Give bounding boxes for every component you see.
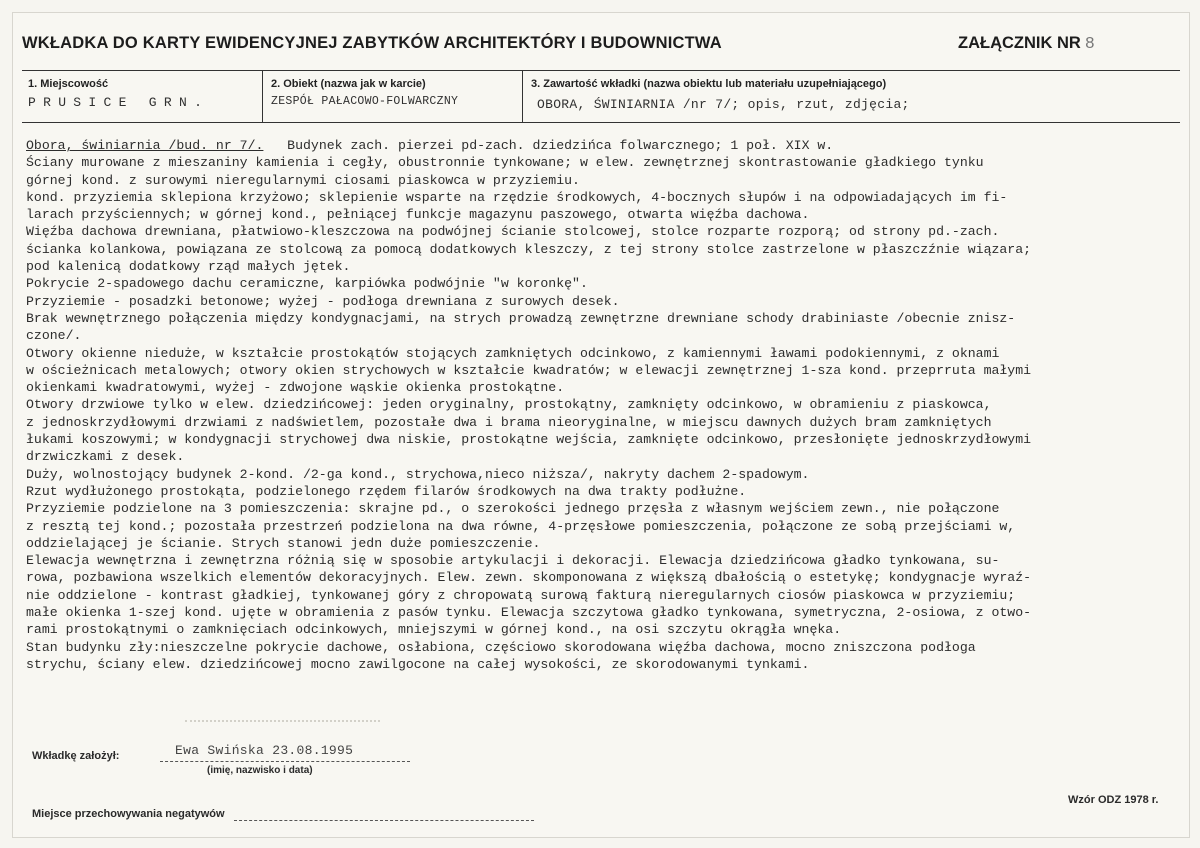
header-divider-top [22, 70, 1180, 71]
negatives-location-line [234, 820, 534, 821]
text-line: z jednoskrzydłowymi drzwiami z nadświetlem, pozostałe dwa i brama nieoryginalne, w miejscu dawnych dużych bram zamkniętych [26, 414, 992, 430]
contents-value: OBORA, ŚWINIARNIA /nr 7/; opis, rzut, zdjęcia; [537, 97, 910, 112]
object-label: 2. Obiekt (nazwa jak w karcie) [271, 78, 426, 90]
text-line: okienkami kwadratowymi, wyżej - zdwojone wąskie okienka prostokątne. [26, 380, 565, 396]
text-line: oddzielającej je ścianie. Strych stanowi jedn duże pomieszczenie. [26, 535, 541, 551]
text-line: czone/. [26, 328, 82, 344]
description-first-line [26, 137, 1186, 154]
annex-label: ZAŁĄCZNIK NR [958, 34, 1081, 52]
text-line: Więźba dachowa drewniana, płatwiowo-kleszczowa na podwójnej ścianie stolcowej, stolce rozparte rozporą; od strony pd.-zach. [26, 224, 1000, 240]
description-heading: Obora, świniarnia /bud. nr 7/. [26, 138, 264, 153]
negatives-location-label: Miejsce przechowywania negatywów [32, 808, 225, 820]
annex-number [958, 34, 1095, 53]
text-line: łukami koszowymi; w kondygnacji strychowej dwa niskie, prostokątne wejścia, zamknięte odcinkowo, przesłonięte jednoskrzydłowymi [26, 432, 1032, 448]
text-line: górnej kond. z surowymi nieregularnymi ciosami piaskowca w przyziemiu. [26, 172, 580, 188]
description-text [26, 137, 1186, 673]
field-divider-2 [522, 70, 523, 122]
locality-value: PRUSICE GRN. [28, 95, 210, 110]
created-by-value: Ewa Swińska 23.08.1995 [175, 743, 354, 758]
text-line: małe okienka 1-szej kond. ujęte w obramienia z pasów tynku. Elewacja szczytowa gładko tynkowana, symetryczna, 2-osiowa, z otwo- [26, 605, 1032, 621]
text-line: Otwory drzwiowe tylko w elew. dziedzińcowej: jeden oryginalny, prostokątny, zamknięty odcinkowo, w obramieniu z piaskowca, [26, 397, 992, 413]
text-line: Elewacja wewnętrzna i zewnętrzna różnią się w sposobie artykulacji i dekoracji. Elewacja dziedzińcowa gładko tynkowana, su- [26, 553, 1000, 569]
form-template-mark: Wzór ODZ 1978 r. [1068, 794, 1159, 806]
text-line: larach przyściennych; w górnej kond., pełniącej funkcje magazynu paszowego, otwarta więźba dachowa. [26, 207, 810, 223]
text-line: Budynek zach. pierzei pd-zach. dziedzińca folwarcznego; 1 poł. XIX w. [287, 138, 834, 153]
text-line: kond. przyziemia sklepiona krzyżowo; sklepienie wsparte na rzędzie środkowych, 4-bocznych słupów i na odpowiadających im fi- [26, 189, 1008, 205]
text-line: Duży, wolnostojący budynek 2-kond. /2-ga kond., strychowa,nieco niższa/, nakryty dachem 2-spadowym. [26, 466, 810, 482]
text-line: Przyziemie podzielone na 3 pomieszczenia: skrajne pd., o szerokości jednego przęsła z własnym wejściem zewn., nie połączone [26, 501, 1000, 517]
text-line: w ościeżnicach metalowych; otwory okien strychowych w kształcie kwadratów; w elewacji zewnętrznej 1-sza kond. przeprruta małymi [26, 362, 1032, 378]
text-line: Ściany murowane z mieszaniny kamienia i cegły, obustronnie tynkowane; w elew. zewnętrznej skontrastowanie gładkiego tynku [26, 155, 984, 171]
text-line: Otwory okienne nieduże, w kształcie prostokątów stojących zamkniętych odcinkowo, z kamiennymi ławami podokiennymi, z oknami [26, 345, 1000, 361]
signature-line [160, 761, 410, 762]
text-line: strychu, ściany elew. dziedzińcowej mocno zawilgocone na całej wysokości, ze skorodowanymi tynkami. [26, 656, 810, 672]
field-divider-1 [262, 70, 263, 122]
text-line: Pokrycie 2-spadowego dachu ceramiczne, karpiówka podwójnie "w koronkę". [26, 276, 588, 292]
text-line: nie oddzielone - kontrast gładkiej, tynkowanej góry z chropowatą surową fakturą nieregularnych ciosów piaskowca w przyziemiu; [26, 587, 1016, 603]
text-line: Przyziemie - posadzki betonowe; wyżej - podłoga drewniana z surowych desek. [26, 293, 620, 309]
object-value: ZESPÓŁ PAŁACOWO-FOLWARCZNY [271, 95, 459, 108]
text-line: Rzut wydłużonego prostokąta, podzielonego rzędem filarów środkowych na dwa trakty podłużne. [26, 483, 747, 499]
faded-imprint [185, 720, 380, 722]
text-line: Stan budynku zły:nieszczelne pokrycie dachowe, osłabiona, częściowo skorodowana więźba dachowa, mocno zniszczona podłoga [26, 639, 976, 655]
form-title: WKŁADKA DO KARTY EWIDENCYJNEJ ZABYTKÓW ARCHITEKTÓRY I BUDOWNICTWA [22, 34, 722, 52]
created-by-label: Wkładkę założył: [32, 750, 120, 762]
created-by-caption: (imię, nazwisko i data) [207, 765, 313, 776]
text-line: rowa, pozbawiona wszelkich elementów dekoracyjnych. Elew. zewn. skomponowana z większą dbałością o estetykę; kondygnacje wyraź- [26, 570, 1032, 586]
text-line: pod kalenicą dodatkowy rząd małych jętek. [26, 259, 351, 275]
text-line: ścianka kolankowa, powiązana ze stolcową za pomocą dodatkowych kleszczy, z tej strony stolce zastrzelone w płaszczźnie wiązara; [26, 241, 1032, 257]
text-line: Brak wewnętrznego połączenia między kondygnacjami, na strych prowadzą zewnętrzne drewniane schody drabiniaste /obecnie znisz- [26, 310, 1016, 326]
annex-number-value: 8 [1084, 34, 1095, 53]
text-line: rami prostokątnymi o zamknięciach odcinkowych, mniejszymi w górnej kond., na osi szczytu okrągła wnęka. [26, 622, 842, 638]
contents-label: 3. Zawartość wkładki (nazwa obiektu lub materiału uzupełniającego) [531, 78, 887, 90]
header-divider-bottom [22, 122, 1180, 123]
locality-label: 1. Miejscowość [28, 78, 109, 90]
text-line: z resztą tej kond.; pozostała przestrzeń podzielona na dwa równe, 4-przęsłowe pomieszczenia, połączone ze sobą przejściami w, [26, 518, 1016, 534]
text-line: drzwiczkami z desek. [26, 449, 185, 465]
